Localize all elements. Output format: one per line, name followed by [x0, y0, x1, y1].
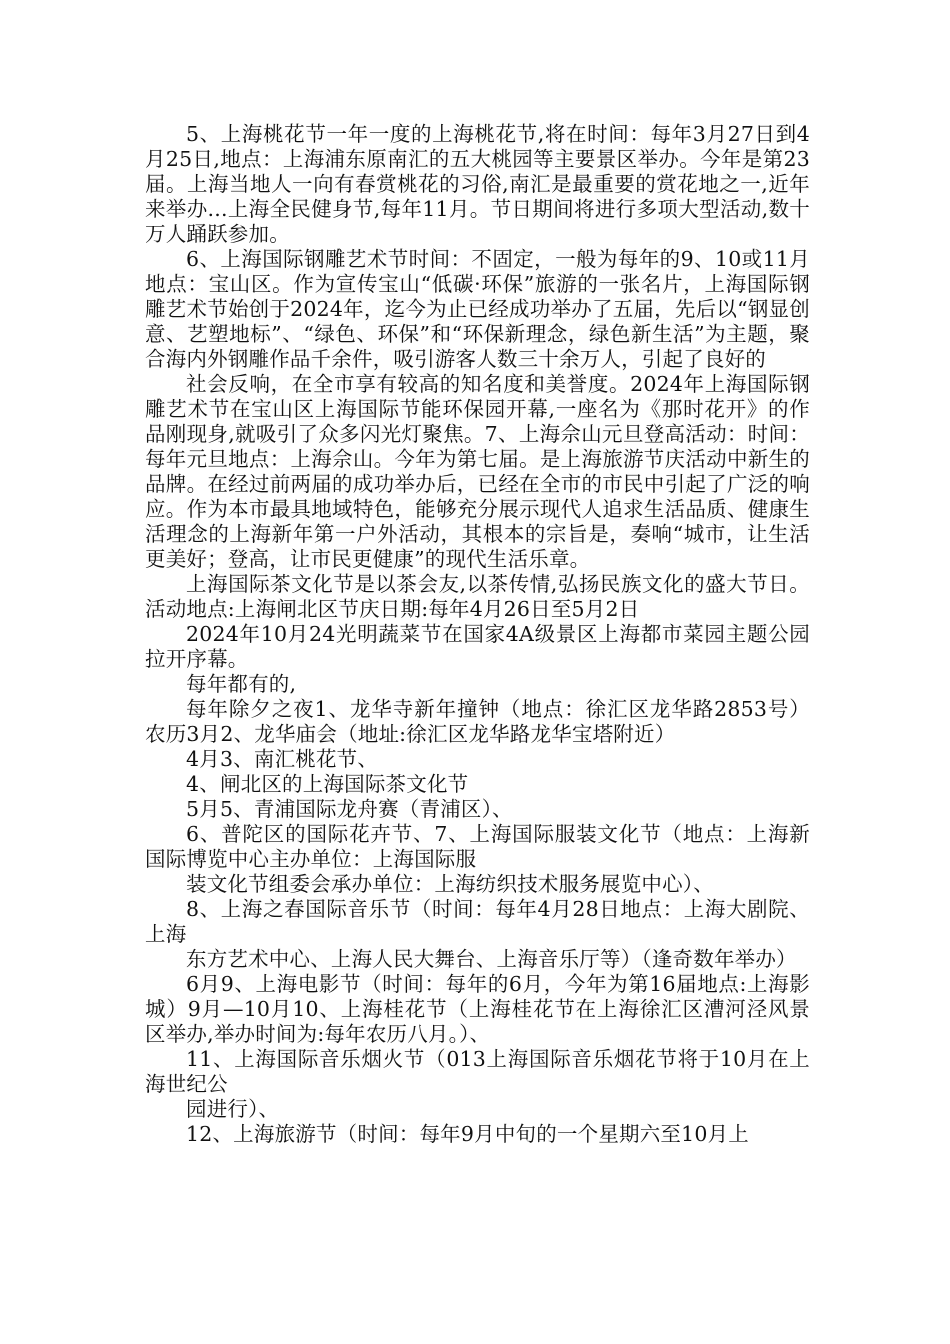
- paragraph-tea-culture-festival: 上海国际茶文化节是以茶会友,以茶传情,弘扬民族文化的盛大节日。活动地点:上海闸北区节庆日期:每年4月26日至5月2日: [145, 572, 810, 621]
- paragraph-tourism-festival: 12、上海旅游节（时间：每年9月中旬的一个星期六至10月上: [186, 1122, 750, 1146]
- paragraph-flower-fashion: 6、普陀区的国际花卉节、7、上海国际服装文化节（地点：上海新国际博览中心主办单位：上海国际服: [145, 822, 810, 871]
- paragraph-fireworks: 11、上海国际音乐烟火节（013上海国际音乐烟花节将于10月在上海世纪公: [145, 1047, 810, 1096]
- paragraph-film-osmanthus: 6月9、上海电影节（时间：每年的6月，今年为第16届地点:上海影城）9月—10月10、上海桂花节（上海桂花节在上海徐汇区漕河泾风景区举办,举办时间为:每年农历八月。）、: [145, 972, 810, 1046]
- paragraph-sheshan-climbing: 社会反响，在全市享有较高的知名度和美誉度。2024年上海国际钢雕艺术节在宝山区上海国际节能环保园开幕,一座名为《那时花开》的作品刚现身,就吸引了众多闪光灯聚焦。7、上海佘山元旦登高活动：时间：每年元旦地点：上海佘山。今年为第七届。是上海旅游节庆活动中新生的品牌。在经过前两届的成功举办后，已经在全市的市民中引起了广泛的响应。作为本市最具地域特色，能够充分展示现代人追求生活品质、健康生活理念的上海新年第一户外活动，其根本的宗旨是，奏响“城市，让生活更美好；登高，让市民更健康”的现代生活乐章。: [145, 372, 810, 571]
- paragraph-annual-events-heading: 每年都有的,: [186, 672, 297, 696]
- paragraph-vegetable-festival: 2024年10月24光明蔬菜节在国家4A级景区上海都市菜园主题公园拉开序幕。: [145, 622, 810, 671]
- paragraph-dragon-boat: 5月5、青浦国际龙舟赛（青浦区）、: [186, 797, 513, 821]
- paragraph-spring-music: 8、上海之春国际音乐节（时间：每年4月28日地点：上海大剧院、上海: [145, 897, 810, 946]
- paragraph-peach-blossom-festival: 5、上海桃花节一年一度的上海桃花节,将在时间：每年3月27日到4月25日,地点：上海浦东原南汇的五大桃园等主要景区举办。今年是第23届。上海当地人一向有春赏桃花的习俗,南汇是最重要的赏花地之一,近年来举办...上海全民健身节,每年11月。节日期间将进行多项大型活动,数十万人踊跃参加。: [145, 122, 810, 246]
- paragraph-fashion-organizer: 装文化节组委会承办单位：上海纺织技术服务展览中心）、: [186, 872, 714, 896]
- paragraph-longhua-bell: 每年除夕之夜1、龙华寺新年撞钟（地点：徐汇区龙华路2853号）农历3月2、龙华庙会（地址:徐汇区龙华路龙华宝塔附近）: [145, 697, 810, 746]
- paragraph-zhabei-tea: 4、闸北区的上海国际茶文化节: [186, 772, 469, 796]
- paragraph-music-venues: 东方艺术中心、上海人民大舞台、上海音乐厅等）（逢奇数年举办）: [186, 947, 797, 971]
- paragraph-fireworks-cont: 园进行）、: [186, 1097, 280, 1121]
- paragraph-nanhui-peach: 4月3、南汇桃花节、: [186, 747, 379, 771]
- document-page: [145, 122, 810, 1147]
- paragraph-steel-sculpture-festival: 6、上海国际钢雕艺术节时间：不固定，一般为每年的9、10或11月地点：宝山区。作为宣传宝山“低碳·环保”旅游的一张名片，上海国际钢雕艺术节始创于2024年，迄今为止已经成功举办了五届，先后以“钢显创意、艺塑地标”、“绿色、环保”和“环保新理念，绿色新生活”为主题，聚合海内外钢雕作品千余件，吸引游客人数三十余万人，引起了良好的: [145, 247, 810, 371]
